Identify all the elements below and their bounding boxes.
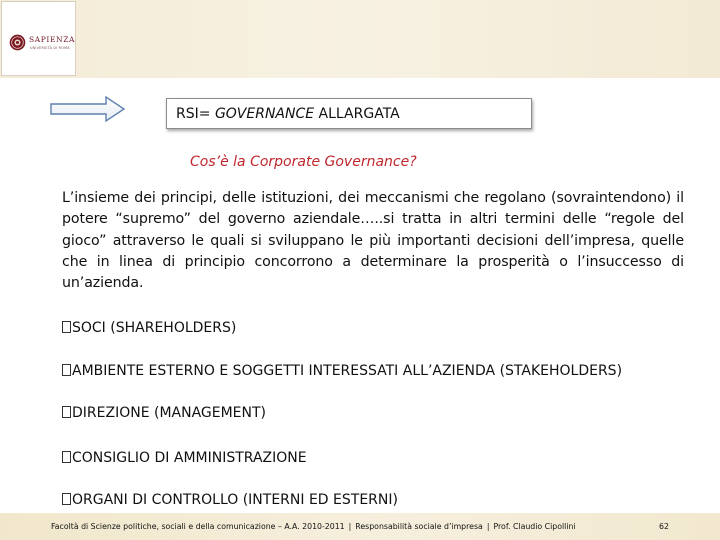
bullet-box-icon <box>62 493 71 505</box>
subheading: Cos’è la Corporate Governance? <box>190 154 417 170</box>
footer-separator: | <box>486 522 490 531</box>
title-suffix: ALLARGATA <box>314 106 400 122</box>
footer-professor: Prof. Claudio Cipollini <box>493 522 576 531</box>
footer-separator: | <box>348 522 352 531</box>
footer-faculty: Facoltà di Scienze politiche, sociali e della comunicazione – A.A. 2010-2011 <box>51 522 345 531</box>
bullet-item <box>62 363 622 379</box>
footer-text <box>51 522 576 531</box>
university-seal-icon <box>9 34 26 51</box>
bullet-item <box>62 450 307 466</box>
bullet-box-icon <box>62 321 71 333</box>
bullet-item <box>62 320 236 336</box>
logo-subtitle: UNIVERSITÀ DI ROMA <box>30 46 70 50</box>
logo-name: SAPIENZA <box>29 35 76 44</box>
bullet-text: ORGANI DI CONTROLLO (INTERNI ED ESTERNI) <box>72 492 398 508</box>
definition-paragraph: L’insieme dei principi, delle istituzioni, dei meccanismi che regolano (sovraintendono) il potere “supremo” del governo aziendale…..si tratta in altri termini delle “regole del gioco” attraverso le quali si sviluppano le più importanti decisioni dell’impresa, quelle che in linea di principio concorrono a determinare la prosperità o l’insuccesso di un’azienda. <box>62 190 684 292</box>
title-prefix: RSI= <box>176 106 215 122</box>
university-logo <box>1 1 76 76</box>
bullet-box-icon <box>62 406 71 418</box>
bullet-text: DIREZIONE (MANAGEMENT) <box>72 405 267 421</box>
footer-course: Responsabilità sociale d’impresa <box>355 522 483 531</box>
page-number: 62 <box>659 522 669 531</box>
bullet-box-icon <box>62 451 71 463</box>
bullet-text: CONSIGLIO DI AMMINISTRAZIONE <box>72 450 307 466</box>
bullet-item <box>62 492 398 508</box>
right-arrow-icon <box>50 95 126 123</box>
bullet-text: SOCI (SHAREHOLDERS) <box>72 320 237 336</box>
header-band <box>0 0 720 78</box>
title-emphasis: GOVERNANCE <box>214 106 315 122</box>
bullet-item <box>62 405 266 421</box>
bullet-box-icon <box>62 364 71 376</box>
title-box <box>166 98 532 129</box>
bullet-text: AMBIENTE ESTERNO E SOGGETTI INTERESSATI ALL’AZIENDA (STAKEHOLDERS) <box>72 363 623 379</box>
